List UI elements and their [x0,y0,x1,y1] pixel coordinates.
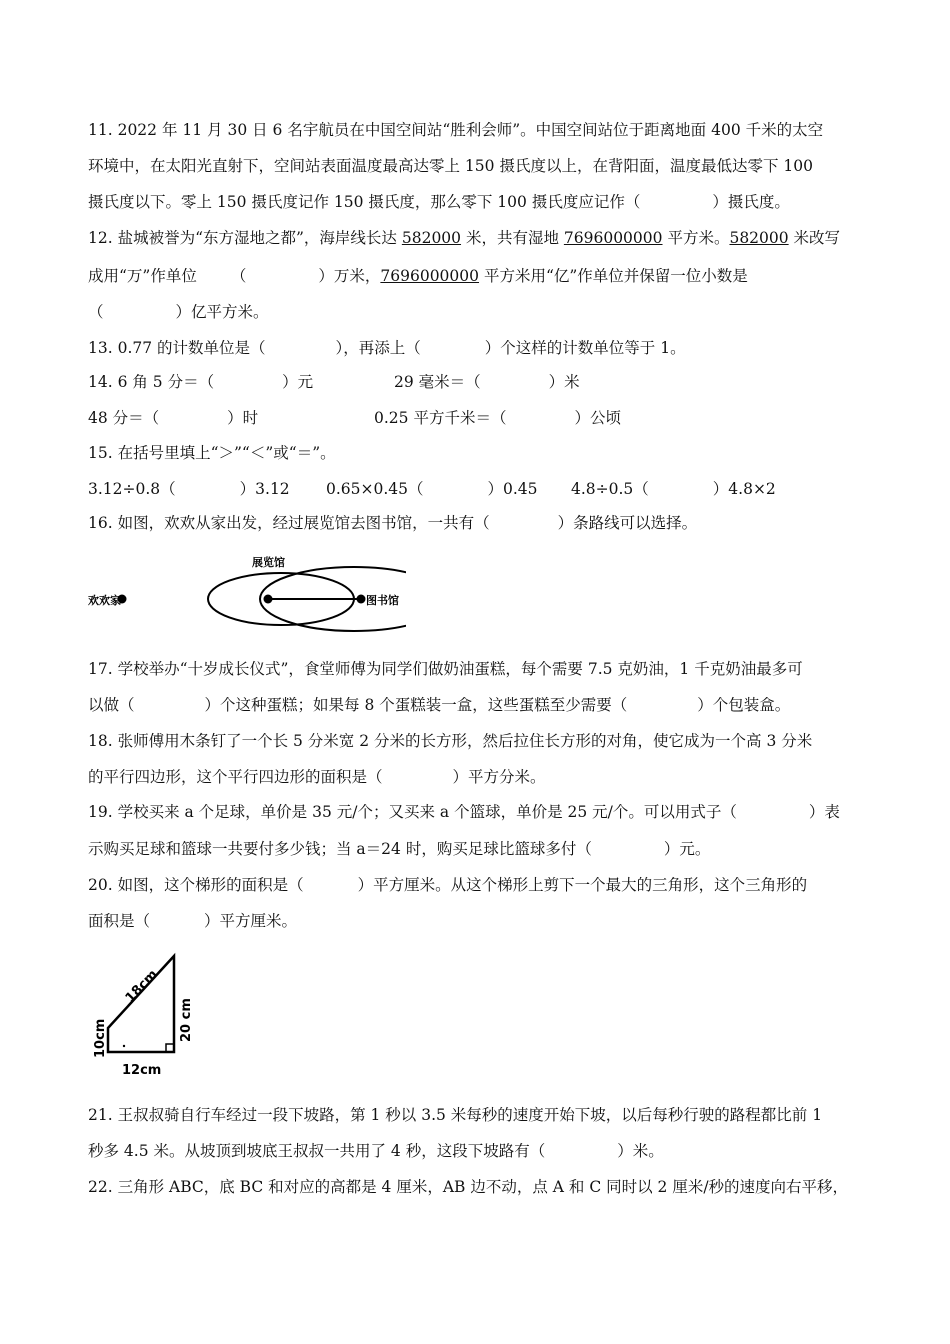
q12-text: 12. 盐城被誉为“东方湿地之都”，海岸线长达 [88,229,402,247]
q12-line2 [88,266,748,286]
q20-text: ）平方厘米。从这个梯形上剪下一个最大的三角形，这个三角形的 [357,876,808,894]
q14-text: ）米 [548,373,580,391]
q22-line1: 22. 三角形 ABC，底 BC 和对应的高都是 4 厘米，AB 边不动，点 A 和 C 同时以 2 厘米/秒的速度向右平移， [88,1178,849,1196]
q20-text: ）平方厘米。 [204,912,298,930]
q16-line [88,513,697,533]
q17-line1: 17. 学校举办“十岁成长仪式”，食堂师傅为同学们做奶油蛋糕，每个需要 7.5 克奶油，1 千克奶油最多可 [88,660,803,678]
label-bottom-side: 12cm [122,1063,162,1078]
q13-text: ）个这样的计数单位等于 1。 [484,339,686,357]
q11-text: 摄氏度以下。零上 150 摄氏度记作 150 摄氏度，那么零下 100 摄氏度应记作（ [88,193,641,211]
q19-text: 示购买足球和篮球一共要付多少钱；当 a＝24 时，购买足球比篮球多付（ [88,840,592,858]
q12-number: 582000 [401,229,462,247]
q14-text: 14. 6 角 5 分＝（ [88,373,215,391]
q11-line2: 环境中，在太阳光直射下，空间站表面温度最高达零上 150 摄氏度以上，在背阳面，温度最低达零下 100 [88,157,813,175]
label-library: 图书馆 [366,594,399,607]
q13-text: 13. 0.77 的计数单位是（ [88,339,266,357]
q19-text: 19. 学校买来 a 个足球，单价是 35 元/个；又买来 a 个篮球，单价是 25 元/个。可以用式子（ [88,803,737,821]
label-left-side: 10cm [93,1018,108,1058]
q19-line1 [88,802,840,822]
q15-text: ）4.8×2 [712,480,776,498]
q15-text: 0.65×0.45（ [326,480,424,498]
q11-text-end: ）摄氏度。 [712,193,790,211]
q12-number: 582000 [729,229,789,247]
trapezoid-shape [108,956,174,1052]
q14-row2-right [374,408,621,428]
q12-text: 米，共有湿地 [461,229,564,247]
q15-title: 15. 在括号里填上“＞”“＜”或“＝”。 [88,444,336,462]
q12-number: 7696000000 [563,229,663,247]
q18-text: ）平方分米。 [452,768,546,786]
q12-text: （ [230,267,247,285]
q17-text: ）个包装盒。 [697,696,791,714]
q21-text: ）米。 [617,1142,664,1160]
q15-expr-3 [571,479,776,499]
q12-text: 米改写 [788,229,841,247]
q19-text: ）元。 [663,840,711,858]
q12-text: 平方米。 [662,229,730,247]
q19-line2 [88,839,710,859]
q16-text: 16. 如图，欢欢从家出发，经过展览馆去图书馆，一共有（ [88,514,490,532]
q11-line3 [88,192,790,212]
label-hall: 展览馆 [252,556,285,569]
trapezoid-diagram [86,950,206,1080]
q20-line1 [88,875,807,895]
q15-text: ）0.45 [487,480,538,498]
q18-line2 [88,767,546,787]
q13-line [88,338,686,358]
q15-text: 3.12÷0.8（ [88,480,176,498]
q17-text: 以做（ [88,696,135,714]
q12-number: 7696000000 [380,267,480,285]
q21-text: 秒多 4.5 米。从坡顶到坡底王叔叔一共用了 4 秒，这段下坡路有（ [88,1142,546,1160]
q14-row2-left [88,408,258,428]
q12-line1 [88,228,840,248]
q14-text: 29 毫米＝（ [394,373,481,391]
label-home: 欢欢家 [88,594,121,607]
q15-text: ）3.12 [239,480,290,498]
q14-text: 48 分＝（ [88,409,160,427]
route-diagram [86,556,406,636]
q17-line2 [88,695,790,715]
library-dot [357,595,366,604]
q18-text: 的平行四边形，这个平行四边形的面积是（ [88,768,383,786]
q21-line2 [88,1141,664,1161]
q12-text: ）亿平方米。 [175,303,269,321]
q14-text: ）元 [282,373,314,391]
q21-line1: 21. 王叔叔骑自行车经过一段下坡路，第 1 秒以 3.5 米每秒的速度开始下坡，以后每秒行驶的路程都比前 1 [88,1106,823,1124]
label-slant-side: 18cm [122,967,161,1006]
dot-mark [123,1045,125,1047]
hall-dot [264,595,273,604]
q14-text: ）时 [227,409,259,427]
q14-row1-left [88,372,313,392]
q20-line2 [88,911,297,931]
q15-expr-2 [326,479,538,499]
q15-text: 4.8÷0.5（ [571,480,649,498]
q19-text: ）表 [808,803,840,821]
q14-text: ）公顷 [574,409,621,427]
q12-text: 平方米用“亿”作单位并保留一位小数是 [479,267,748,285]
q15-expr-1 [88,479,290,499]
label-right-side: 20 cm [179,998,194,1042]
q12-line3 [88,302,269,322]
q11-line1: 11. 2022 年 11 月 30 日 6 名宇航员在中国空间站“胜利会师”。中国空间站位于距离地面 400 千米的太空 [88,121,824,139]
q12-text: 成用“万”作单位 [88,267,197,285]
q16-text: ）条路线可以选择。 [557,514,698,532]
q14-text: 0.25 平方千米＝（ [374,409,507,427]
q12-text: （ [88,303,104,321]
q14-row1-right [394,372,580,392]
q20-text: 20. 如图，这个梯形的面积是（ [88,876,304,894]
q20-text: 面积是（ [88,912,151,930]
q13-text: ），再添上（ [335,339,421,357]
q18-line1: 18. 张师傅用木条钉了一个长 5 分米宽 2 分米的长方形，然后拉住长方形的对角，使它成为一个高 3 分米 [88,732,813,750]
q17-text: ）个这种蛋糕；如果每 8 个蛋糕装一盒，这些蛋糕至少需要（ [204,696,628,714]
q12-text: ）万米， [318,267,381,285]
